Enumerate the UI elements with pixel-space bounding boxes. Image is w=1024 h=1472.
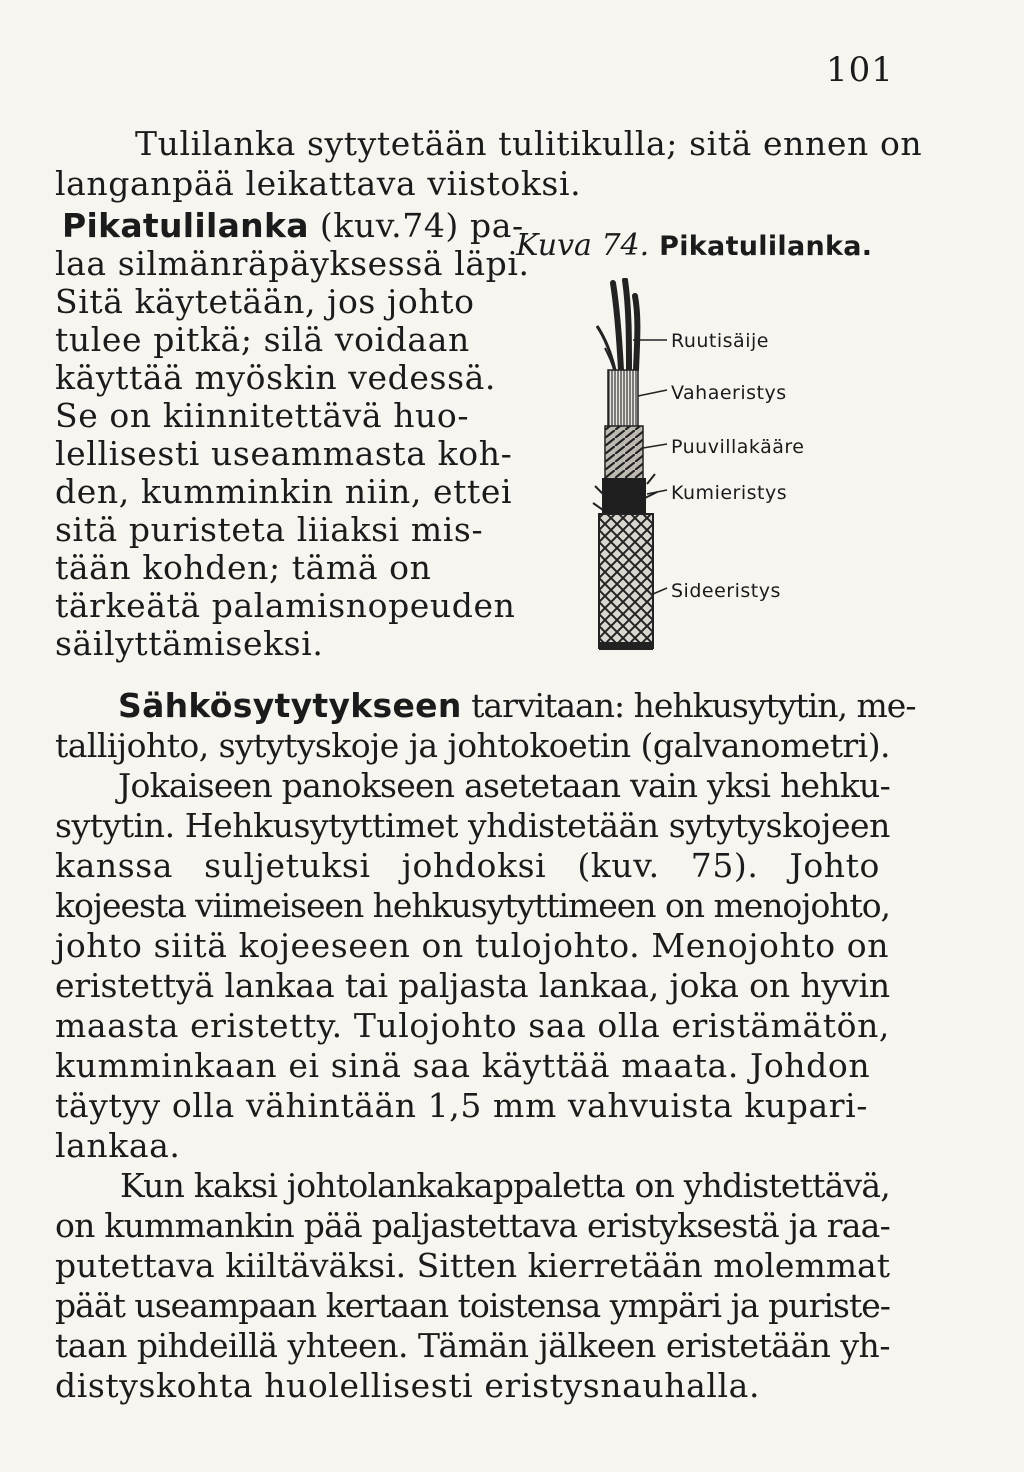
pikatulilanka-line-8: den, kumminkin niin, ettei bbox=[55, 472, 513, 511]
label-kumieristys: Kumieristys bbox=[671, 482, 788, 504]
pikatulilanka-line-1 bbox=[62, 206, 524, 245]
fuse-cable-figure bbox=[575, 278, 845, 658]
sahko-line-8: eristettyä lankaa tai paljasta lankaa, joka on hyvin bbox=[55, 966, 890, 1005]
page-number: 101 bbox=[826, 50, 894, 90]
label-ruutisaije: Ruutisäije bbox=[671, 330, 769, 352]
sahko-line-3: Jokaiseen panokseen asetetaan vain yksi hehku- bbox=[118, 766, 890, 805]
sahko-line-2: tallijohto, sytytyskoje ja johtokoetin (galvanometri). bbox=[55, 726, 890, 765]
sahko-line-1-rest: tarvitaan: hehkusytytin, me- bbox=[461, 686, 916, 725]
pikatulilanka-line-6: Se on kiinnitettävä huo- bbox=[55, 396, 470, 435]
sahko-line-7: johto siitä kojeeseen on tulojohto. Menojohto on bbox=[55, 926, 890, 965]
pikatulilanka-line-3: Sitä käytetään, jos johto bbox=[55, 282, 475, 321]
sahko-term: Sähkösytytykseen bbox=[118, 686, 462, 725]
pikatulilanka-line-7: lellisesti useammasta koh- bbox=[55, 434, 513, 473]
kun-line-4: päät useampaan kertaan toistensa ympäri ja puriste- bbox=[55, 1286, 890, 1325]
sahko-line-5: kanssa suljetuksi johdoksi (kuv. 75). Johto bbox=[55, 846, 880, 885]
pikatulilanka-term: Pikatulilanka bbox=[62, 206, 309, 245]
pikatulilanka-line-4: tulee pitkä; silä voidaan bbox=[55, 320, 470, 359]
pikatulilanka-line-11: tärkeätä palamisnopeuden bbox=[55, 586, 516, 625]
kun-line-3: putettava kiiltäväksi. Sitten kierretään molemmat bbox=[55, 1246, 890, 1285]
sahko-line-12: lankaa. bbox=[55, 1126, 181, 1165]
kun-line-6: distyskohta huolellisesti eristysnauhalla. bbox=[55, 1366, 761, 1405]
sahko-line-1 bbox=[118, 686, 916, 725]
sahko-line-6: kojeesta viimeiseen hehkusytyttimeen on menojohto, bbox=[55, 886, 890, 925]
pikatulilanka-line-5: käyttää myöskin vedessä. bbox=[55, 358, 496, 397]
intro-line-2: langanpää leikattava viistoksi. bbox=[55, 164, 582, 203]
sahko-line-10: kumminkaan ei sinä saa käyttää maata. Johdon bbox=[55, 1046, 871, 1085]
pikatulilanka-line-1-rest: (kuv.74) pa- bbox=[308, 206, 524, 245]
sahko-line-4: sytytin. Hehkusytyttimet yhdistetään sytytyskojeen bbox=[55, 806, 890, 845]
pikatulilanka-line-9: sitä puristeta liiaksi mis- bbox=[55, 510, 484, 549]
kun-line-2: on kummankin pää paljastettava eristyksestä ja raa- bbox=[55, 1206, 890, 1245]
intro-line-1: Tulilanka sytytetään tulitikulla; sitä ennen on bbox=[135, 124, 923, 163]
pikatulilanka-line-10: tään kohden; tämä on bbox=[55, 548, 432, 587]
figure-caption-title: Pikatulilanka. bbox=[659, 231, 873, 262]
sahko-line-11: täytyy olla vähintään 1,5 mm vahvuista kupari- bbox=[55, 1086, 869, 1125]
sahko-line-9: maasta eristetty. Tulojohto saa olla eristämätön, bbox=[55, 1006, 890, 1045]
pikatulilanka-line-12: säilyttämiseksi. bbox=[55, 624, 324, 663]
label-puuvillakaare: Puuvillakääre bbox=[671, 436, 805, 458]
pikatulilanka-line-2: laa silmänräpäyksessä läpi. bbox=[55, 244, 530, 283]
label-sideeristys: Sideeristys bbox=[671, 580, 781, 602]
figure-caption-number: Kuva 74. bbox=[516, 228, 650, 263]
kun-line-1: Kun kaksi johtolankakappaletta on yhdistettävä, bbox=[120, 1166, 890, 1205]
label-vahaeristys: Vahaeristys bbox=[671, 382, 787, 404]
figure-caption bbox=[516, 228, 872, 263]
kun-line-5: taan pihdeillä yhteen. Tämän jälkeen eristetään yh- bbox=[55, 1326, 890, 1365]
